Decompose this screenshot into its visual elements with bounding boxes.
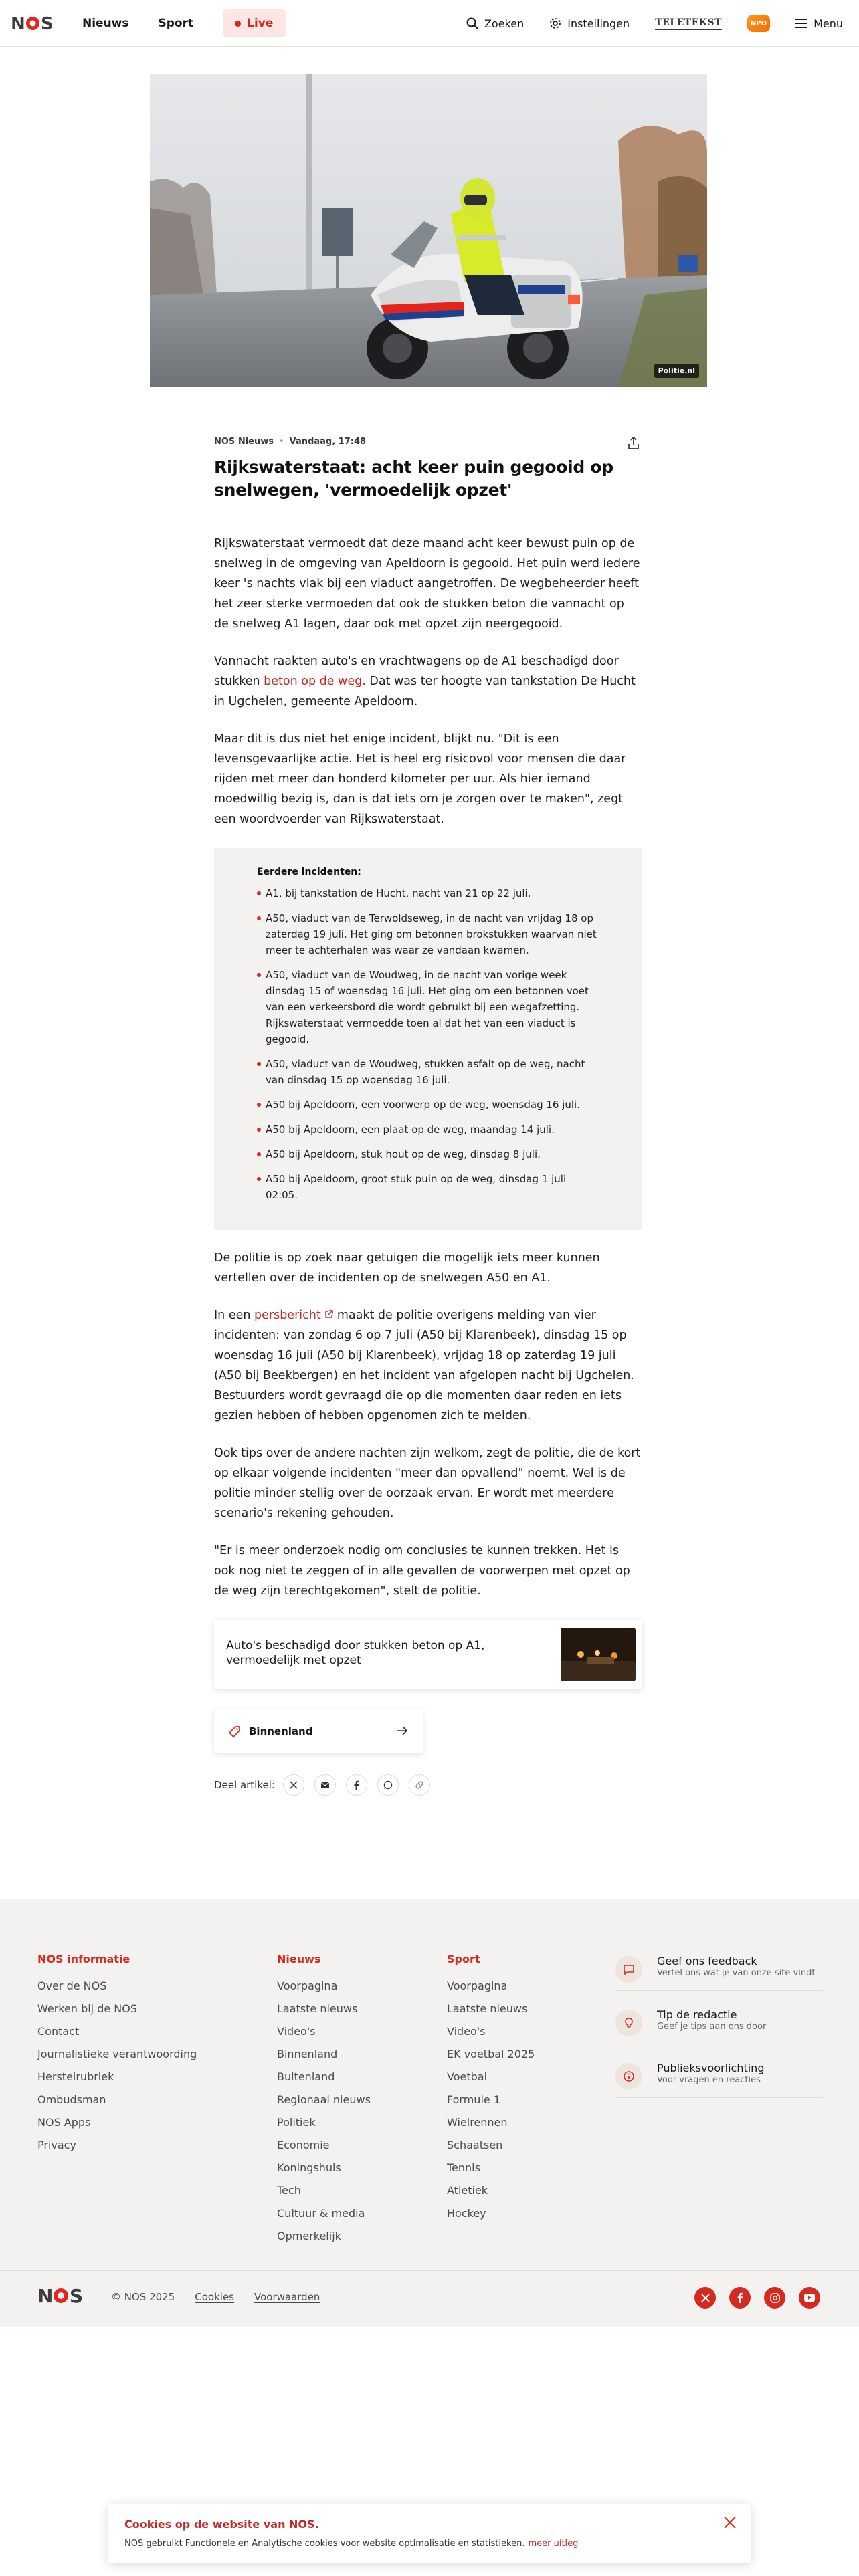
facebook-icon — [354, 1780, 359, 1790]
footer-link[interactable]: Voorpagina — [277, 1979, 338, 1992]
search-button[interactable] — [466, 17, 524, 30]
hero-photo-motorcycle-police — [150, 74, 707, 387]
footer-link[interactable]: Koningshuis — [277, 2161, 341, 2174]
category-binnenland-link[interactable] — [214, 1709, 423, 1753]
incident-item: A50 bij Apeldoorn, een plaat op de weg, maandag 14 juli. — [257, 1121, 599, 1138]
social-links — [694, 2287, 820, 2309]
share-copy-link-button[interactable] — [409, 1774, 430, 1796]
publieksvoorlichting-link[interactable] — [615, 2056, 823, 2098]
footer-link[interactable]: Regionaal nieuws — [277, 2093, 371, 2106]
footer-link[interactable]: Politiek — [277, 2116, 316, 2129]
footer-link[interactable]: Atletiek — [447, 2184, 488, 2197]
voorwaarden-link[interactable]: Voorwaarden — [254, 2291, 320, 2303]
related-article-card[interactable] — [214, 1620, 642, 1689]
p5-text-before: In een — [214, 1309, 255, 1322]
persbericht-label: persbericht — [254, 1309, 321, 1322]
meta-separator: • — [278, 436, 284, 447]
related-article-thumbnail — [561, 1628, 636, 1681]
cookies-link[interactable]: Cookies — [195, 2291, 234, 2303]
share-row — [214, 1772, 642, 1798]
tag-icon — [229, 1725, 241, 1737]
footer-column-title: Nieuws — [277, 1953, 321, 1965]
p2-text-after: Dat was ter hoogte van tankstation De Hucht in Ugchelen, gemeente Apeldoorn. — [214, 675, 636, 708]
close-icon — [721, 2514, 739, 2531]
footer-link[interactable]: Formule 1 — [447, 2093, 500, 2106]
copyright: © NOS 2025 — [111, 2291, 175, 2303]
footer-link[interactable]: NOS Apps — [37, 2116, 91, 2129]
share-icon — [626, 436, 641, 451]
article-paragraph-5 — [214, 1305, 642, 1426]
facebook-social-button[interactable] — [729, 2287, 751, 2309]
instagram-social-button[interactable] — [764, 2287, 785, 2309]
npo-logo: NPO — [747, 15, 770, 32]
tip-title: Tip de redactie — [657, 2008, 737, 2021]
footer-link[interactable]: Cultuur & media — [277, 2207, 365, 2220]
footer-link[interactable]: Laatste nieuws — [277, 2002, 358, 2015]
footer-link[interactable]: Laatste nieuws — [447, 2002, 528, 2015]
article — [214, 428, 642, 1798]
incident-item: A50 bij Apeldoorn, een voorwerp op de weg, woensdag 16 juli. — [257, 1097, 599, 1113]
article-paragraph-4: De politie is op zoek naar getuigen die mogelijk iets meer kunnen vertellen over de incidenten op de snelwegen A50 en A1. — [214, 1251, 600, 1285]
footer-bottom-bar — [37, 2284, 320, 2311]
article-paragraph-3: Maar dit is dus niet het enige incident, blijkt nu. "Dit is een levensgevaarlijke actie. Het is heel erg risicovol voor mensen die daar rijden met meer dan honderd kilometer per uur. Als hier iemand moedwillig bezig is, dan is dat iets om je zorgen over te maken", zegt een woordvoerder van Rijkswaterstaat. — [214, 732, 626, 826]
footer-link[interactable]: Voorpagina — [447, 1979, 508, 1992]
share-email-button[interactable] — [314, 1774, 336, 1796]
footer-link[interactable]: Werken bij de NOS — [37, 2002, 138, 2015]
related-article-title: Auto's beschadigd door stukken beton op A1, vermoedelijk met opzet — [226, 1639, 485, 1667]
svg-text:N: N — [37, 2286, 54, 2306]
incidents-box-title: Eerdere incidenten: — [257, 867, 361, 877]
footer-column-title: Sport — [447, 1953, 480, 1965]
p5-text-after: maakt de politie overigens melding van vier incidenten: van zondag 6 op 7 juli (A50 bij Klarenbeek), dinsdag 15 op woensdag 16 juli (A50 bij Klarenbeek), vrijdag 18 op zaterdag 19 juli (A50 bij Beekbergen) en het incident van afgelopen nacht bij Ugchelen. Bestuurders wordt gevraagd die op die momenten daar reden en iets gezien hebben of hebben opgenomen zich te melden. — [214, 1309, 634, 1422]
live-dot-icon — [235, 21, 241, 27]
svg-text:N: N — [11, 14, 25, 33]
nav-nieuws[interactable]: Nieuws — [82, 17, 129, 30]
footer-link[interactable]: Economie — [277, 2139, 330, 2151]
external-link-icon — [324, 1310, 333, 1319]
footer-link[interactable]: Binnenland — [277, 2048, 338, 2060]
npo-link[interactable] — [747, 15, 770, 32]
x-social-button[interactable] — [694, 2287, 716, 2309]
footer-link[interactable]: Contact — [37, 2025, 80, 2038]
search-label: Zoeken — [484, 17, 524, 30]
beton-op-de-weg-link[interactable]: beton op de weg. — [264, 675, 366, 688]
link-icon — [415, 1780, 424, 1790]
x-icon — [701, 2294, 710, 2302]
incident-item: A1, bij tankstation de Hucht, nacht van 21 op 22 juli. — [257, 885, 599, 901]
footer-link[interactable]: Video's — [277, 2025, 316, 2038]
feedback-subtitle: Vertel ons wat je van onze site vindt — [657, 1968, 816, 1978]
cookie-close-button[interactable] — [721, 2514, 739, 2531]
live-label: Live — [247, 17, 274, 30]
site-header — [0, 0, 859, 47]
footer-link[interactable]: Tennis — [447, 2161, 480, 2174]
gear-icon — [549, 17, 561, 29]
menu-button[interactable] — [795, 17, 843, 30]
footer-link[interactable]: Ombudsman — [37, 2093, 106, 2106]
footer-column-nos-informatie — [37, 1953, 197, 2157]
persbericht-link[interactable] — [254, 1309, 333, 1322]
footer-nos-logo[interactable] — [37, 2286, 91, 2309]
cookie-text-body: NOS gebruikt Functionele en Analytische cookies voor website optimalisatie en statistieken. — [124, 2539, 525, 2549]
cookie-banner — [108, 2504, 751, 2563]
svg-text:S: S — [41, 14, 54, 33]
search-icon — [466, 17, 478, 29]
site-footer — [0, 1899, 859, 2327]
category-label: Binnenland — [249, 1725, 313, 1737]
incident-item: A50, viaduct van de Woudweg, in de nacht van vorige week dinsdag 15 of woensdag 16 juli. Het ging om een betonnen voet van een verkeersbord die wordt gebruikt bij een wegafzetting. Rijkswaterstaat vermoedde toen al dat het van een viaduct is gegooid. — [257, 967, 599, 1047]
footer-link[interactable]: Schaatsen — [447, 2139, 503, 2151]
x-icon — [290, 1781, 298, 1789]
cookie-banner-title: Cookies op de website van NOS. — [124, 2518, 319, 2531]
feedback-link[interactable] — [615, 1949, 823, 1991]
article-paragraph-1: Rijkswaterstaat vermoedt dat deze maand acht keer bewust puin op de snelweg in de omgeving van Apeldoorn is gegooid. Het puin werd iedere keer 's nachts vlak bij een viaduct aangetroffen. De wegbeheerder heeft het zeer sterke vermoeden dat ook de stukken beton die vannacht op de snelweg A1 lagen, daar ook met opzet zijn neergegooid. — [214, 537, 640, 631]
settings-label: Instellingen — [567, 17, 630, 30]
tip-subtitle: Geef je tips aan ons door — [657, 2022, 767, 2032]
article-title: Rijkswaterstaat: acht keer puin gegooid op snelwegen, 'vermoedelijk opzet' — [214, 457, 613, 500]
footer-link[interactable]: EK voetbal 2025 — [447, 2048, 535, 2060]
cookie-banner-text — [124, 2539, 578, 2549]
footer-divider — [0, 2270, 859, 2271]
youtube-icon — [804, 2294, 815, 2302]
teletekst-link[interactable] — [655, 17, 722, 30]
incident-item: A50, viaduct van de Woudweg, stukken asfalt op de weg, nacht van dinsdag 15 op woensdag 16 juli. — [257, 1056, 599, 1088]
share-label: Deel artikel: — [214, 1779, 275, 1791]
footer-link[interactable]: Wielrennen — [447, 2116, 508, 2129]
footer-column-nieuws — [277, 1953, 371, 2248]
settings-button[interactable] — [549, 17, 630, 30]
teletekst-label: TELETEKST — [655, 17, 722, 30]
publieksvoorlichting-title: Publieksvoorlichting — [657, 2062, 765, 2074]
svg-text:S: S — [70, 2286, 84, 2306]
footer-link[interactable]: Voetbal — [447, 2070, 488, 2083]
footer-link[interactable]: Herstelrubriek — [37, 2070, 114, 2083]
footer-link[interactable]: Buitenland — [277, 2070, 335, 2083]
article-source: NOS Nieuws — [214, 436, 274, 447]
share-button[interactable] — [625, 435, 642, 452]
info-icon — [615, 2063, 642, 2090]
article-paragraph-2 — [214, 651, 642, 712]
footer-link[interactable]: Video's — [447, 2025, 486, 2038]
article-meta — [214, 428, 642, 455]
footer-link[interactable]: Opmerkelijk — [277, 2230, 341, 2242]
footer-link[interactable]: Hockey — [447, 2207, 486, 2220]
menu-label: Menu — [814, 17, 843, 30]
cookie-more-info-link[interactable]: meer uitleg — [528, 2539, 579, 2549]
publieksvoorlichting-subtitle: Voor vragen en reacties — [657, 2075, 761, 2085]
hero-image — [150, 74, 707, 387]
nos-logo[interactable] — [11, 14, 59, 33]
hamburger-icon — [795, 19, 807, 28]
article-paragraph-6: Ook tips over de andere nachten zijn welkom, zegt de politie, die de kort op elkaar volgende incidenten "meer dan opvallend" noemt. Wel is de politie minder stellig over de oorzaak ervan. Er wordt met meerdere scenario's rekening gehouden. — [214, 1446, 641, 1520]
footer-column-title: NOS informatie — [37, 1953, 130, 1965]
footer-link[interactable]: Privacy — [37, 2139, 76, 2151]
photo-credit: Politie.nl — [654, 364, 699, 378]
share-facebook-button[interactable] — [346, 1774, 367, 1796]
night-road-thumbnail-image — [561, 1628, 636, 1681]
instagram-icon — [770, 2293, 780, 2303]
incident-item: A50 bij Apeldoorn, groot stuk puin op de weg, dinsdag 1 juli 02:05. — [257, 1171, 599, 1203]
footer-link[interactable]: Tech — [277, 2184, 301, 2197]
footer-link[interactable]: Over de NOS — [37, 1979, 107, 1992]
incident-item: A50, viaduct van de Terwoldseweg, in de nacht van vrijdag 18 op zaterdag 19 juli. Het ging om betonnen brokstukken waarvan niet meer te achterhalen was waar ze vandaan kwamen. — [257, 910, 599, 958]
article-paragraph-7: "Er is meer onderzoek nodig om conclusies te kunnen trekken. Het is ook nog niet te zeggen of in alle gevallen de voorwerpen met opzet op de weg zijn terechtgekomen", stelt de politie. — [214, 1544, 630, 1598]
live-button[interactable] — [223, 9, 286, 37]
share-whatsapp-button[interactable] — [377, 1774, 399, 1796]
p2-text-before: Vannacht raakten auto's en vrachtwagens op de A1 beschadigd door stukken — [214, 655, 619, 688]
facebook-icon — [737, 2292, 743, 2303]
whatsapp-icon — [383, 1780, 393, 1790]
share-x-button[interactable] — [283, 1774, 304, 1796]
tip-redactie-link[interactable] — [615, 2003, 823, 2044]
footer-link[interactable]: Journalistieke verantwoording — [37, 2048, 197, 2060]
arrow-right-icon — [396, 1725, 408, 1736]
feedback-title: Geef ons feedback — [657, 1955, 757, 1967]
article-date: Vandaag, 17:48 — [289, 436, 367, 447]
chat-icon — [615, 1956, 642, 1983]
incident-item: A50 bij Apeldoorn, stuk hout op de weg, dinsdag 8 juli. — [257, 1146, 599, 1162]
footer-column-sport — [447, 1953, 535, 2225]
incidents-box — [214, 848, 642, 1230]
nav-sport[interactable]: Sport — [158, 17, 194, 30]
lightbulb-icon — [615, 2010, 642, 2036]
youtube-social-button[interactable] — [799, 2287, 820, 2309]
email-icon — [320, 1782, 330, 1789]
